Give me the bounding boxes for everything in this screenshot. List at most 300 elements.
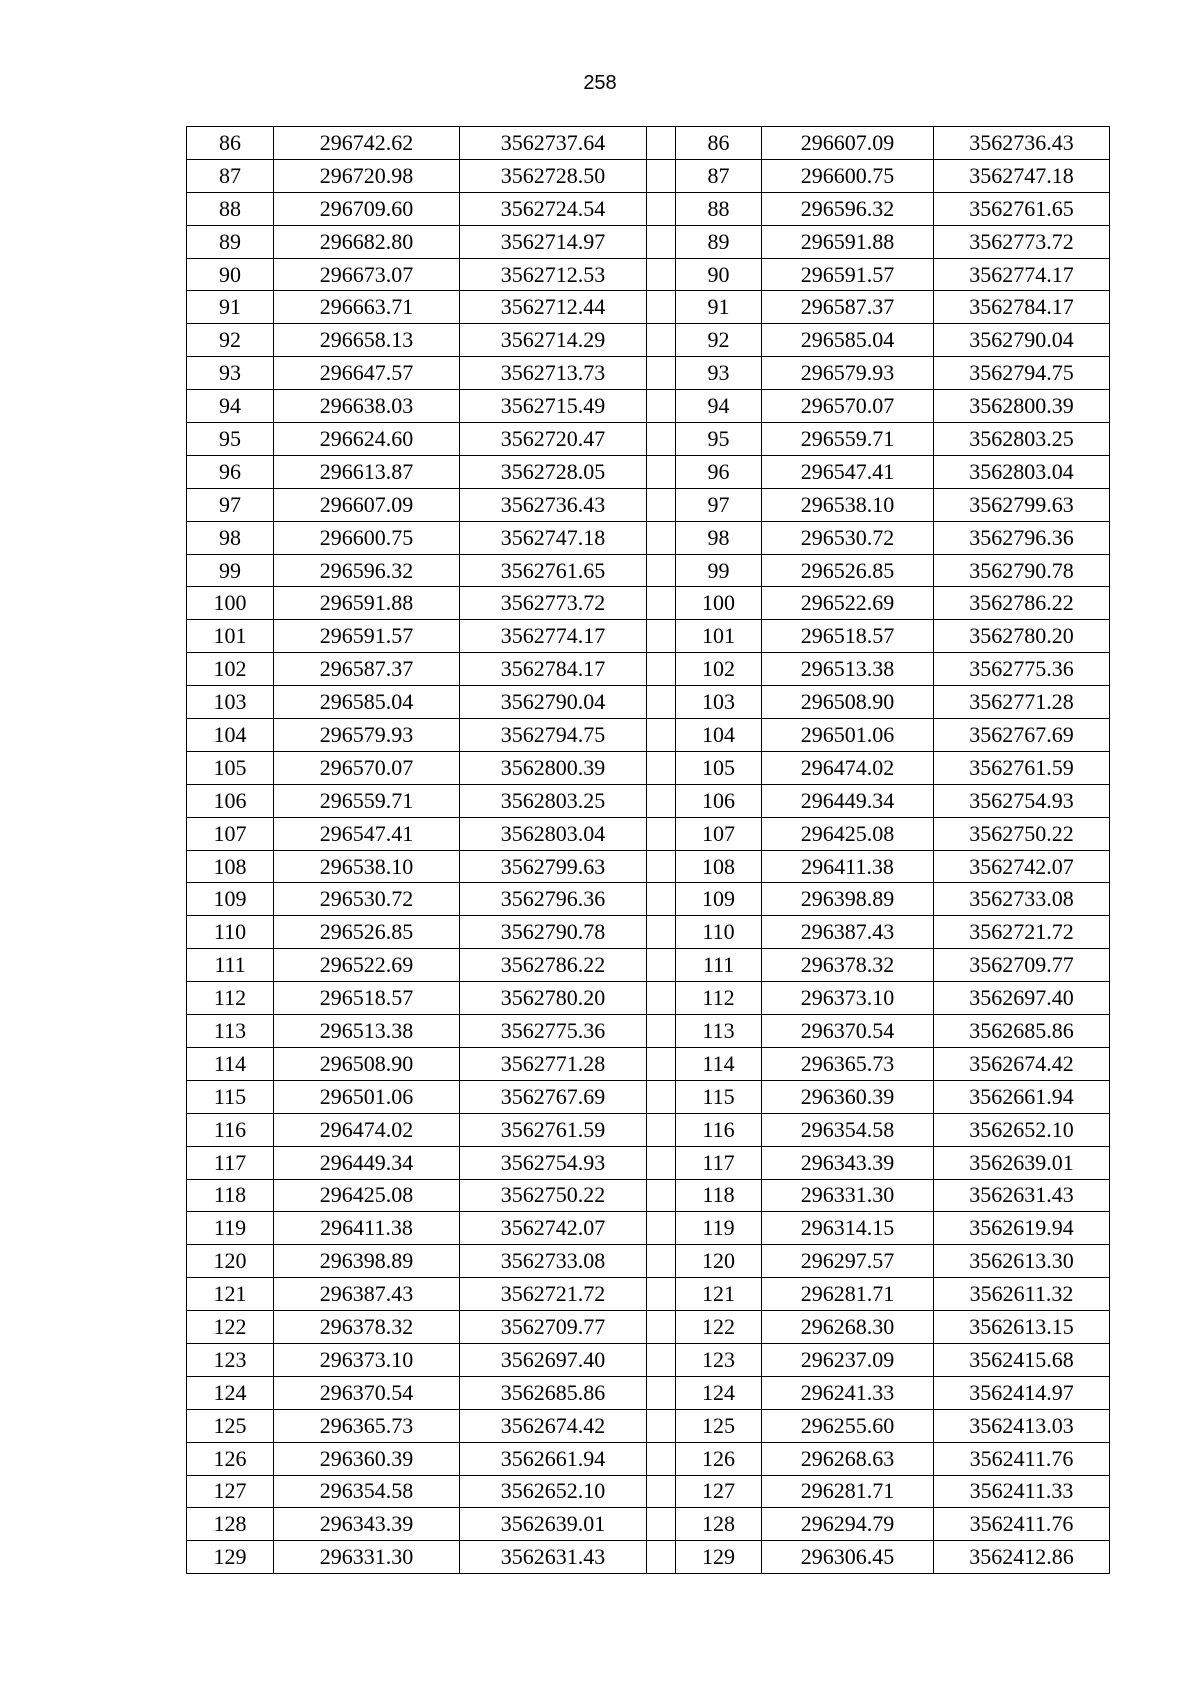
separator-cell — [647, 521, 676, 554]
left-y-coordinate: 3562712.44 — [460, 291, 647, 324]
table-row — [187, 817, 1110, 850]
right-y-coordinate: 3562709.77 — [934, 949, 1110, 982]
right-x-coordinate: 296294.79 — [762, 1508, 934, 1541]
right-x-coordinate: 296538.10 — [762, 488, 934, 521]
right-point-number: 111 — [676, 949, 762, 982]
right-x-coordinate: 296425.08 — [762, 817, 934, 850]
separator-cell — [647, 817, 676, 850]
right-x-coordinate: 296501.06 — [762, 719, 934, 752]
right-y-coordinate: 3562631.43 — [934, 1179, 1110, 1212]
left-x-coordinate: 296425.08 — [274, 1179, 460, 1212]
right-x-coordinate: 296373.10 — [762, 982, 934, 1015]
table-row — [187, 916, 1110, 949]
right-point-number: 92 — [676, 324, 762, 357]
right-point-number: 113 — [676, 1015, 762, 1048]
separator-cell — [647, 653, 676, 686]
left-x-coordinate: 296343.39 — [274, 1508, 460, 1541]
right-point-number: 107 — [676, 817, 762, 850]
separator-cell — [647, 258, 676, 291]
left-y-coordinate: 3562737.64 — [460, 127, 647, 160]
right-x-coordinate: 296268.30 — [762, 1311, 934, 1344]
right-y-coordinate: 3562780.20 — [934, 620, 1110, 653]
right-x-coordinate: 296591.88 — [762, 225, 934, 258]
left-point-number: 92 — [187, 324, 274, 357]
right-x-coordinate: 296387.43 — [762, 916, 934, 949]
left-x-coordinate: 296591.57 — [274, 620, 460, 653]
right-point-number: 93 — [676, 357, 762, 390]
left-y-coordinate: 3562736.43 — [460, 488, 647, 521]
right-y-coordinate: 3562750.22 — [934, 817, 1110, 850]
right-point-number: 129 — [676, 1541, 762, 1574]
left-point-number: 117 — [187, 1146, 274, 1179]
left-x-coordinate: 296522.69 — [274, 949, 460, 982]
left-point-number: 96 — [187, 455, 274, 488]
table-row — [187, 982, 1110, 1015]
left-y-coordinate: 3562724.54 — [460, 192, 647, 225]
separator-cell — [647, 423, 676, 456]
right-point-number: 110 — [676, 916, 762, 949]
right-y-coordinate: 3562767.69 — [934, 719, 1110, 752]
table-row — [187, 751, 1110, 784]
left-y-coordinate: 3562767.69 — [460, 1080, 647, 1113]
right-x-coordinate: 296587.37 — [762, 291, 934, 324]
right-point-number: 123 — [676, 1343, 762, 1376]
right-x-coordinate: 296585.04 — [762, 324, 934, 357]
left-y-coordinate: 3562721.72 — [460, 1278, 647, 1311]
right-point-number: 103 — [676, 686, 762, 719]
left-x-coordinate: 296526.85 — [274, 916, 460, 949]
table-row — [187, 850, 1110, 883]
right-x-coordinate: 296331.30 — [762, 1179, 934, 1212]
left-x-coordinate: 296682.80 — [274, 225, 460, 258]
left-y-coordinate: 3562761.59 — [460, 1113, 647, 1146]
left-point-number: 88 — [187, 192, 274, 225]
separator-cell — [647, 916, 676, 949]
separator-cell — [647, 1212, 676, 1245]
table-row — [187, 225, 1110, 258]
right-point-number: 128 — [676, 1508, 762, 1541]
left-x-coordinate: 296663.71 — [274, 291, 460, 324]
separator-cell — [647, 554, 676, 587]
right-y-coordinate: 3562411.33 — [934, 1475, 1110, 1508]
separator-cell — [647, 1376, 676, 1409]
left-x-coordinate: 296530.72 — [274, 883, 460, 916]
right-y-coordinate: 3562775.36 — [934, 653, 1110, 686]
left-y-coordinate: 3562742.07 — [460, 1212, 647, 1245]
left-x-coordinate: 296596.32 — [274, 554, 460, 587]
right-point-number: 108 — [676, 850, 762, 883]
right-point-number: 112 — [676, 982, 762, 1015]
separator-cell — [647, 1475, 676, 1508]
right-y-coordinate: 3562613.15 — [934, 1311, 1110, 1344]
left-point-number: 127 — [187, 1475, 274, 1508]
left-point-number: 112 — [187, 982, 274, 1015]
left-y-coordinate: 3562790.04 — [460, 686, 647, 719]
right-y-coordinate: 3562790.78 — [934, 554, 1110, 587]
left-x-coordinate: 296508.90 — [274, 1047, 460, 1080]
right-y-coordinate: 3562721.72 — [934, 916, 1110, 949]
left-point-number: 125 — [187, 1409, 274, 1442]
separator-cell — [647, 1113, 676, 1146]
right-point-number: 91 — [676, 291, 762, 324]
right-point-number: 117 — [676, 1146, 762, 1179]
separator-cell — [647, 1508, 676, 1541]
left-y-coordinate: 3562639.01 — [460, 1508, 647, 1541]
right-y-coordinate: 3562773.72 — [934, 225, 1110, 258]
table-row — [187, 1212, 1110, 1245]
table-row — [187, 455, 1110, 488]
left-x-coordinate: 296720.98 — [274, 159, 460, 192]
left-point-number: 123 — [187, 1343, 274, 1376]
right-point-number: 88 — [676, 192, 762, 225]
left-y-coordinate: 3562784.17 — [460, 653, 647, 686]
left-y-coordinate: 3562775.36 — [460, 1015, 647, 1048]
right-point-number: 118 — [676, 1179, 762, 1212]
right-x-coordinate: 296411.38 — [762, 850, 934, 883]
separator-cell — [647, 324, 676, 357]
left-point-number: 90 — [187, 258, 274, 291]
separator-cell — [647, 488, 676, 521]
right-point-number: 104 — [676, 719, 762, 752]
right-x-coordinate: 296281.71 — [762, 1278, 934, 1311]
table-row — [187, 1245, 1110, 1278]
right-y-coordinate: 3562611.32 — [934, 1278, 1110, 1311]
right-x-coordinate: 296268.63 — [762, 1442, 934, 1475]
right-point-number: 95 — [676, 423, 762, 456]
left-point-number: 118 — [187, 1179, 274, 1212]
right-x-coordinate: 296526.85 — [762, 554, 934, 587]
left-y-coordinate: 3562794.75 — [460, 719, 647, 752]
page-number: 258 — [583, 72, 617, 94]
right-y-coordinate: 3562790.04 — [934, 324, 1110, 357]
left-y-coordinate: 3562750.22 — [460, 1179, 647, 1212]
left-x-coordinate: 296373.10 — [274, 1343, 460, 1376]
left-point-number: 120 — [187, 1245, 274, 1278]
right-y-coordinate: 3562794.75 — [934, 357, 1110, 390]
right-point-number: 89 — [676, 225, 762, 258]
right-y-coordinate: 3562796.36 — [934, 521, 1110, 554]
left-y-coordinate: 3562728.05 — [460, 455, 647, 488]
left-y-coordinate: 3562715.49 — [460, 390, 647, 423]
left-x-coordinate: 296673.07 — [274, 258, 460, 291]
left-y-coordinate: 3562652.10 — [460, 1475, 647, 1508]
left-y-coordinate: 3562803.04 — [460, 817, 647, 850]
right-y-coordinate: 3562685.86 — [934, 1015, 1110, 1048]
right-y-coordinate: 3562639.01 — [934, 1146, 1110, 1179]
left-x-coordinate: 296559.71 — [274, 784, 460, 817]
right-x-coordinate: 296596.32 — [762, 192, 934, 225]
left-x-coordinate: 296638.03 — [274, 390, 460, 423]
left-x-coordinate: 296398.89 — [274, 1245, 460, 1278]
left-x-coordinate: 296360.39 — [274, 1442, 460, 1475]
separator-cell — [647, 949, 676, 982]
separator-cell — [647, 982, 676, 1015]
left-point-number: 126 — [187, 1442, 274, 1475]
right-point-number: 121 — [676, 1278, 762, 1311]
left-point-number: 98 — [187, 521, 274, 554]
right-y-coordinate: 3562774.17 — [934, 258, 1110, 291]
table-row — [187, 1343, 1110, 1376]
right-x-coordinate: 296398.89 — [762, 883, 934, 916]
right-point-number: 105 — [676, 751, 762, 784]
table-row — [187, 1080, 1110, 1113]
right-point-number: 109 — [676, 883, 762, 916]
separator-cell — [647, 1047, 676, 1080]
left-point-number: 99 — [187, 554, 274, 587]
left-y-coordinate: 3562761.65 — [460, 554, 647, 587]
left-x-coordinate: 296501.06 — [274, 1080, 460, 1113]
left-y-coordinate: 3562661.94 — [460, 1442, 647, 1475]
left-point-number: 101 — [187, 620, 274, 653]
left-x-coordinate: 296365.73 — [274, 1409, 460, 1442]
right-y-coordinate: 3562413.03 — [934, 1409, 1110, 1442]
left-point-number: 107 — [187, 817, 274, 850]
table-row — [187, 784, 1110, 817]
left-y-coordinate: 3562733.08 — [460, 1245, 647, 1278]
left-point-number: 93 — [187, 357, 274, 390]
right-point-number: 106 — [676, 784, 762, 817]
left-y-coordinate: 3562786.22 — [460, 949, 647, 982]
table-row — [187, 1475, 1110, 1508]
right-y-coordinate: 3562652.10 — [934, 1113, 1110, 1146]
left-x-coordinate: 296600.75 — [274, 521, 460, 554]
table-row — [187, 587, 1110, 620]
left-point-number: 129 — [187, 1541, 274, 1574]
left-point-number: 100 — [187, 587, 274, 620]
right-x-coordinate: 296306.45 — [762, 1541, 934, 1574]
right-x-coordinate: 296579.93 — [762, 357, 934, 390]
right-point-number: 90 — [676, 258, 762, 291]
left-x-coordinate: 296585.04 — [274, 686, 460, 719]
right-x-coordinate: 296297.57 — [762, 1245, 934, 1278]
right-x-coordinate: 296591.57 — [762, 258, 934, 291]
right-x-coordinate: 296508.90 — [762, 686, 934, 719]
table-row — [187, 1278, 1110, 1311]
right-y-coordinate: 3562415.68 — [934, 1343, 1110, 1376]
table-row — [187, 1311, 1110, 1344]
right-x-coordinate: 296449.34 — [762, 784, 934, 817]
right-point-number: 116 — [676, 1113, 762, 1146]
right-x-coordinate: 296354.58 — [762, 1113, 934, 1146]
table-row — [187, 324, 1110, 357]
left-x-coordinate: 296449.34 — [274, 1146, 460, 1179]
left-y-coordinate: 3562674.42 — [460, 1409, 647, 1442]
right-y-coordinate: 3562786.22 — [934, 587, 1110, 620]
right-y-coordinate: 3562803.04 — [934, 455, 1110, 488]
left-y-coordinate: 3562720.47 — [460, 423, 647, 456]
left-x-coordinate: 296513.38 — [274, 1015, 460, 1048]
table-row — [187, 357, 1110, 390]
left-x-coordinate: 296591.88 — [274, 587, 460, 620]
separator-cell — [647, 127, 676, 160]
separator-cell — [647, 1015, 676, 1048]
left-x-coordinate: 296587.37 — [274, 653, 460, 686]
right-y-coordinate: 3562412.86 — [934, 1541, 1110, 1574]
right-x-coordinate: 296530.72 — [762, 521, 934, 554]
left-y-coordinate: 3562685.86 — [460, 1376, 647, 1409]
left-point-number: 124 — [187, 1376, 274, 1409]
right-x-coordinate: 296559.71 — [762, 423, 934, 456]
left-y-coordinate: 3562771.28 — [460, 1047, 647, 1080]
right-point-number: 99 — [676, 554, 762, 587]
right-y-coordinate: 3562771.28 — [934, 686, 1110, 719]
right-x-coordinate: 296314.15 — [762, 1212, 934, 1245]
separator-cell — [647, 159, 676, 192]
right-point-number: 101 — [676, 620, 762, 653]
right-point-number: 97 — [676, 488, 762, 521]
right-point-number: 124 — [676, 1376, 762, 1409]
separator-cell — [647, 1278, 676, 1311]
left-x-coordinate: 296579.93 — [274, 719, 460, 752]
left-point-number: 114 — [187, 1047, 274, 1080]
left-x-coordinate: 296538.10 — [274, 850, 460, 883]
left-x-coordinate: 296474.02 — [274, 1113, 460, 1146]
separator-cell — [647, 390, 676, 423]
separator-cell — [647, 1409, 676, 1442]
table-row — [187, 159, 1110, 192]
right-y-coordinate: 3562747.18 — [934, 159, 1110, 192]
left-x-coordinate: 296518.57 — [274, 982, 460, 1015]
right-x-coordinate: 296522.69 — [762, 587, 934, 620]
right-point-number: 98 — [676, 521, 762, 554]
right-y-coordinate: 3562754.93 — [934, 784, 1110, 817]
right-y-coordinate: 3562742.07 — [934, 850, 1110, 883]
left-x-coordinate: 296647.57 — [274, 357, 460, 390]
table-row — [187, 488, 1110, 521]
table-row — [187, 521, 1110, 554]
right-y-coordinate: 3562613.30 — [934, 1245, 1110, 1278]
right-point-number: 120 — [676, 1245, 762, 1278]
left-x-coordinate: 296607.09 — [274, 488, 460, 521]
left-x-coordinate: 296709.60 — [274, 192, 460, 225]
right-x-coordinate: 296343.39 — [762, 1146, 934, 1179]
left-point-number: 86 — [187, 127, 274, 160]
left-y-coordinate: 3562714.29 — [460, 324, 647, 357]
right-y-coordinate: 3562411.76 — [934, 1508, 1110, 1541]
separator-cell — [647, 883, 676, 916]
right-point-number: 96 — [676, 455, 762, 488]
right-x-coordinate: 296370.54 — [762, 1015, 934, 1048]
left-point-number: 121 — [187, 1278, 274, 1311]
right-point-number: 115 — [676, 1080, 762, 1113]
table-row — [187, 949, 1110, 982]
separator-cell — [647, 784, 676, 817]
right-point-number: 127 — [676, 1475, 762, 1508]
left-point-number: 94 — [187, 390, 274, 423]
left-x-coordinate: 296387.43 — [274, 1278, 460, 1311]
left-x-coordinate: 296624.60 — [274, 423, 460, 456]
table-row — [187, 423, 1110, 456]
table-row — [187, 1113, 1110, 1146]
left-x-coordinate: 296354.58 — [274, 1475, 460, 1508]
left-y-coordinate: 3562754.93 — [460, 1146, 647, 1179]
table-row — [187, 127, 1110, 160]
separator-cell — [647, 686, 676, 719]
right-x-coordinate: 296607.09 — [762, 127, 934, 160]
table-row — [187, 719, 1110, 752]
separator-cell — [647, 719, 676, 752]
right-point-number: 102 — [676, 653, 762, 686]
right-y-coordinate: 3562799.63 — [934, 488, 1110, 521]
separator-cell — [647, 1343, 676, 1376]
right-x-coordinate: 296378.32 — [762, 949, 934, 982]
left-y-coordinate: 3562773.72 — [460, 587, 647, 620]
left-y-coordinate: 3562799.63 — [460, 850, 647, 883]
right-point-number: 119 — [676, 1212, 762, 1245]
right-point-number: 126 — [676, 1442, 762, 1475]
left-point-number: 105 — [187, 751, 274, 784]
left-point-number: 128 — [187, 1508, 274, 1541]
left-point-number: 89 — [187, 225, 274, 258]
left-y-coordinate: 3562790.78 — [460, 916, 647, 949]
table-row — [187, 620, 1110, 653]
left-y-coordinate: 3562796.36 — [460, 883, 647, 916]
table-row — [187, 1179, 1110, 1212]
right-x-coordinate: 296513.38 — [762, 653, 934, 686]
separator-cell — [647, 1311, 676, 1344]
right-y-coordinate: 3562784.17 — [934, 291, 1110, 324]
right-point-number: 114 — [676, 1047, 762, 1080]
table-row — [187, 653, 1110, 686]
left-point-number: 97 — [187, 488, 274, 521]
left-y-coordinate: 3562713.73 — [460, 357, 647, 390]
left-y-coordinate: 3562774.17 — [460, 620, 647, 653]
right-x-coordinate: 296255.60 — [762, 1409, 934, 1442]
left-point-number: 110 — [187, 916, 274, 949]
right-x-coordinate: 296365.73 — [762, 1047, 934, 1080]
separator-cell — [647, 291, 676, 324]
table-row — [187, 390, 1110, 423]
right-y-coordinate: 3562761.65 — [934, 192, 1110, 225]
table-row — [187, 1376, 1110, 1409]
left-y-coordinate: 3562631.43 — [460, 1541, 647, 1574]
right-y-coordinate: 3562736.43 — [934, 127, 1110, 160]
left-x-coordinate: 296613.87 — [274, 455, 460, 488]
right-y-coordinate: 3562411.76 — [934, 1442, 1110, 1475]
right-x-coordinate: 296570.07 — [762, 390, 934, 423]
left-x-coordinate: 296331.30 — [274, 1541, 460, 1574]
right-x-coordinate: 296518.57 — [762, 620, 934, 653]
left-point-number: 95 — [187, 423, 274, 456]
right-x-coordinate: 296241.33 — [762, 1376, 934, 1409]
table-row — [187, 883, 1110, 916]
right-y-coordinate: 3562619.94 — [934, 1212, 1110, 1245]
right-x-coordinate: 296474.02 — [762, 751, 934, 784]
left-y-coordinate: 3562714.97 — [460, 225, 647, 258]
right-x-coordinate: 296360.39 — [762, 1080, 934, 1113]
left-y-coordinate: 3562747.18 — [460, 521, 647, 554]
right-point-number: 86 — [676, 127, 762, 160]
left-point-number: 113 — [187, 1015, 274, 1048]
left-y-coordinate: 3562712.53 — [460, 258, 647, 291]
separator-cell — [647, 1442, 676, 1475]
separator-cell — [647, 1080, 676, 1113]
separator-cell — [647, 455, 676, 488]
left-point-number: 122 — [187, 1311, 274, 1344]
coordinate-table — [186, 126, 1110, 1574]
table-row — [187, 554, 1110, 587]
left-y-coordinate: 3562697.40 — [460, 1343, 647, 1376]
right-x-coordinate: 296237.09 — [762, 1343, 934, 1376]
left-point-number: 87 — [187, 159, 274, 192]
right-point-number: 122 — [676, 1311, 762, 1344]
separator-cell — [647, 850, 676, 883]
separator-cell — [647, 1541, 676, 1574]
right-y-coordinate: 3562800.39 — [934, 390, 1110, 423]
left-x-coordinate: 296370.54 — [274, 1376, 460, 1409]
left-point-number: 106 — [187, 784, 274, 817]
left-y-coordinate: 3562709.77 — [460, 1311, 647, 1344]
